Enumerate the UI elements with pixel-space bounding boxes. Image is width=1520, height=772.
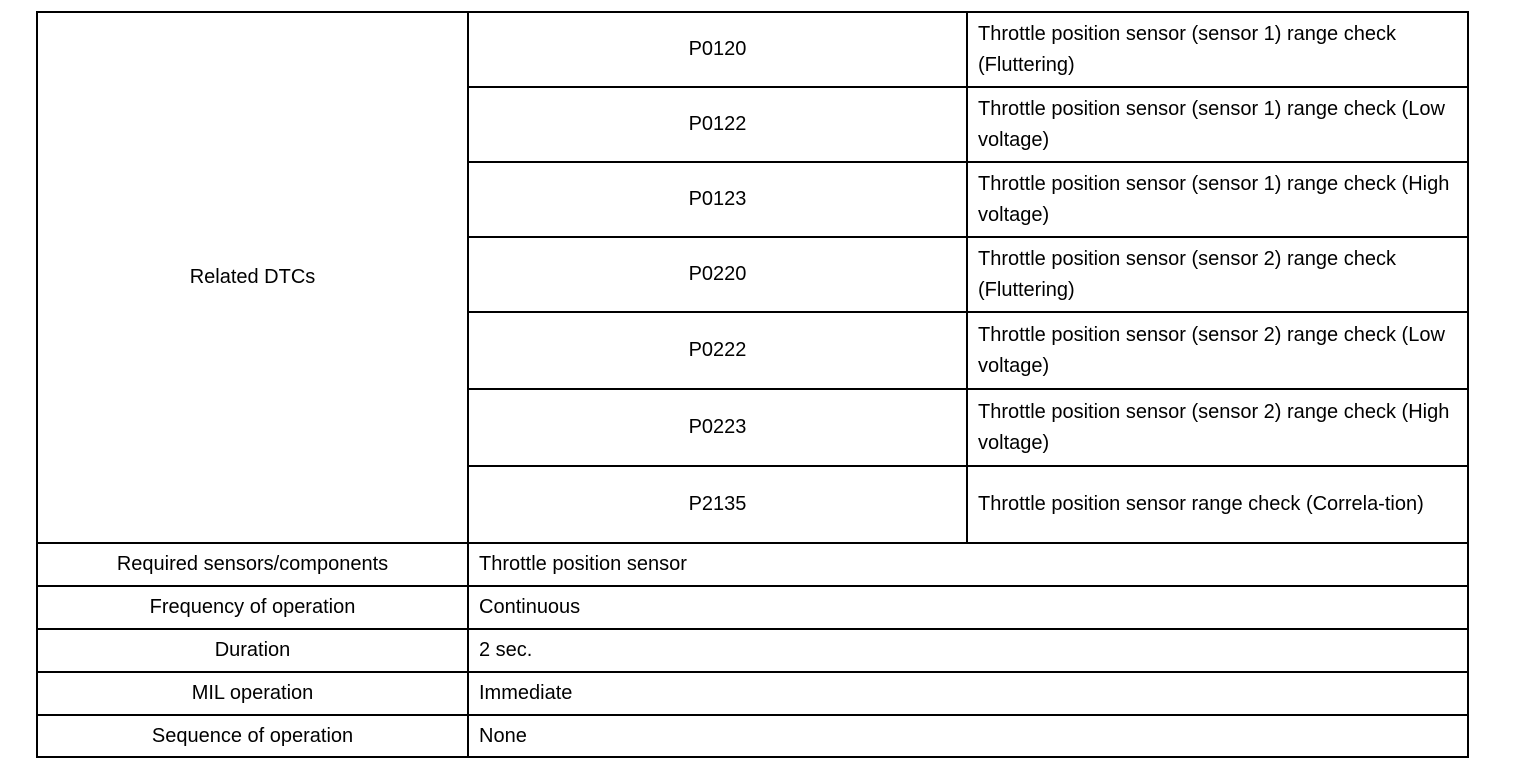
dtc-code: P0222 <box>468 312 967 389</box>
dtc-description: Throttle position sensor range check (Correla-tion) <box>967 466 1468 543</box>
dtc-description: Throttle position sensor (sensor 2) range check (Fluttering) <box>967 237 1468 312</box>
attribute-label: MIL operation <box>37 672 468 715</box>
dtc-description: Throttle position sensor (sensor 1) range check (Fluttering) <box>967 12 1468 87</box>
dtc-row <box>37 12 1468 87</box>
attribute-row <box>37 543 1468 586</box>
attribute-value: 2 sec. <box>468 629 1468 672</box>
dtc-code: P0123 <box>468 162 967 237</box>
attribute-row <box>37 672 1468 715</box>
dtc-code: P0223 <box>468 389 967 466</box>
dtc-description: Throttle position sensor (sensor 2) range check (High voltage) <box>967 389 1468 466</box>
dtc-description: Throttle position sensor (sensor 1) range check (High voltage) <box>967 162 1468 237</box>
attribute-row <box>37 586 1468 629</box>
attribute-row <box>37 629 1468 672</box>
attribute-label: Required sensors/components <box>37 543 468 586</box>
attribute-label: Frequency of operation <box>37 586 468 629</box>
dtc-code: P2135 <box>468 466 967 543</box>
attribute-value: None <box>468 715 1468 757</box>
attribute-value: Continuous <box>468 586 1468 629</box>
attribute-value: Immediate <box>468 672 1468 715</box>
monitor-spec-table <box>36 11 1469 758</box>
dtc-description: Throttle position sensor (sensor 2) range check (Low voltage) <box>967 312 1468 389</box>
dtc-code: P0122 <box>468 87 967 162</box>
dtc-code: P0120 <box>468 12 967 87</box>
attribute-label: Duration <box>37 629 468 672</box>
attribute-value: Throttle position sensor <box>468 543 1468 586</box>
dtc-code: P0220 <box>468 237 967 312</box>
attribute-label: Sequence of operation <box>37 715 468 757</box>
related-dtcs-label: Related DTCs <box>37 12 468 543</box>
attribute-row <box>37 715 1468 757</box>
dtc-description: Throttle position sensor (sensor 1) range check (Low voltage) <box>967 87 1468 162</box>
